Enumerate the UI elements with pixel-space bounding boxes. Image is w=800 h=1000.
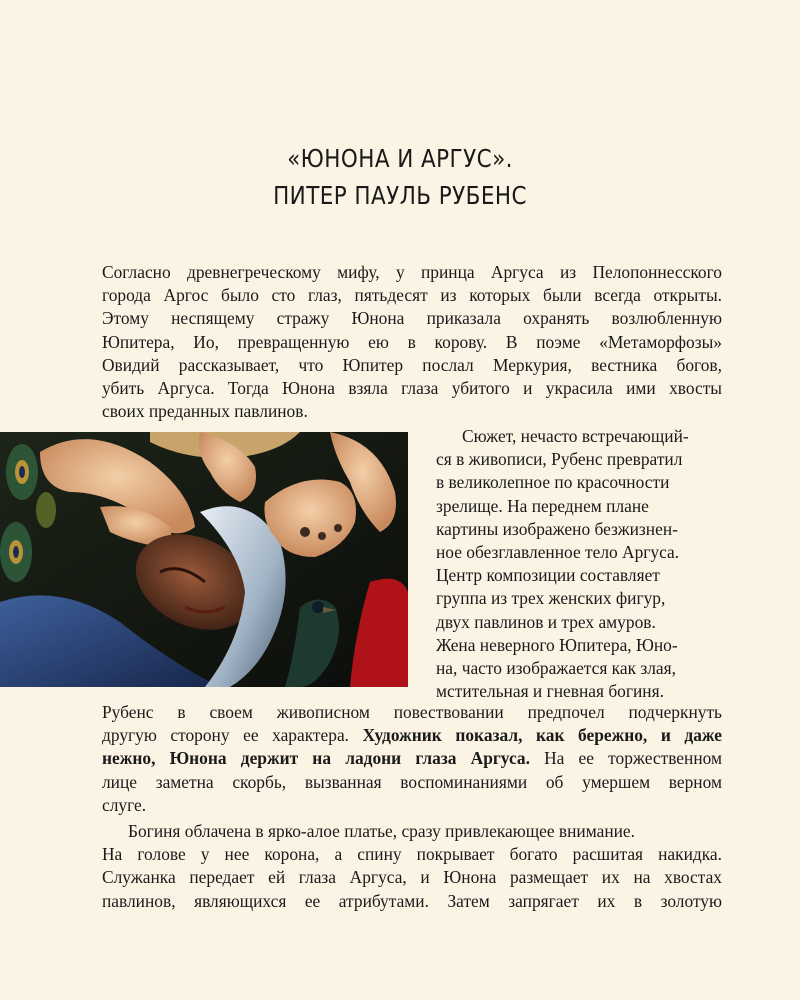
text-line: картины изображено безжизнен- xyxy=(436,518,678,539)
text-line: своих преданных павлинов. xyxy=(102,401,308,422)
title-line-1: «ЮНОНА И АРГУС». xyxy=(287,144,513,173)
text-line: На голове у нее корона, а спину покрывает богато расшитая накидка. xyxy=(102,844,722,865)
text-line: Центр композиции составляет xyxy=(436,565,660,586)
text-line: лице заметна скорбь, вызванная воспоминаниями об умершем верном xyxy=(102,771,722,792)
text-line: павлинов, являющихся ее атрибутами. Затем запрягает их в золотую xyxy=(102,890,722,911)
text-line: ное обезглавленное тело Аргуса. xyxy=(436,542,680,563)
text-line xyxy=(102,747,722,770)
text-line: мстительная и гневная богиня. xyxy=(436,681,664,702)
text-line: Согласно древнегреческому мифу, у принца Аргуса из Пелопоннесского xyxy=(102,262,722,282)
text-line: Рубенс в своем живописном повествовании предпочел подчеркнуть xyxy=(102,702,722,722)
text-line: слуге. xyxy=(102,794,147,815)
text-line xyxy=(102,724,722,747)
text-run: На ее торжественном xyxy=(529,748,722,769)
text-line: зрелище. На переднем плане xyxy=(436,495,649,516)
bold-text: нежно, Юнона держит на ладони глаза Аргуса. xyxy=(102,748,530,769)
text-line: Сюжет, нечасто встречающий- xyxy=(462,426,689,446)
last-paragraph xyxy=(102,820,722,913)
text-line: города Аргос было сто глаз, пятьдесят из которых были всегда открыты. xyxy=(102,285,722,306)
text-run: другую сторону ее характера. xyxy=(102,725,363,746)
text-line: убить Аргуса. Тогда Юнона взяла глаза убитого и украсила ими хвосты xyxy=(102,378,722,399)
text-line: в великолепное по красочности xyxy=(436,472,670,493)
text-line: на, часто изображается как злая, xyxy=(436,658,676,679)
text-line: Этому неспящему стражу Юнона приказала охранять возлюбленную xyxy=(102,308,722,329)
bold-text: Художник показал, как бережно, и даже xyxy=(362,725,722,746)
text-line: Служанка передает ей глаза Аргуса, и Юнона размещает их на хвостах xyxy=(102,867,722,888)
text-line: Богиня облачена в ярко-алое платье, сразу привлекающее внимание. xyxy=(128,821,636,841)
text-line: группа из трех женских фигур, xyxy=(436,588,666,609)
text-line: Жена неверного Юпитера, Юно- xyxy=(436,634,678,655)
continuation-paragraph xyxy=(102,701,722,817)
text-line: ся в живописи, Рубенс превратил xyxy=(436,449,683,470)
side-column xyxy=(436,425,726,703)
text-line: двух павлинов и трех амуров. xyxy=(436,611,656,632)
text-line: Овидий рассказывает, что Юпитер послал Меркурия, вестника богов, xyxy=(102,354,722,375)
title-line-2: ПИТЕР ПАУЛЬ РУБЕНС xyxy=(273,181,527,210)
page-title xyxy=(56,140,744,214)
text-line: Юпитера, Ио, превращенную ею в корову. В поэме «Метаморфозы» xyxy=(102,331,722,352)
intro-paragraph xyxy=(102,261,722,423)
painting-image xyxy=(0,432,408,687)
